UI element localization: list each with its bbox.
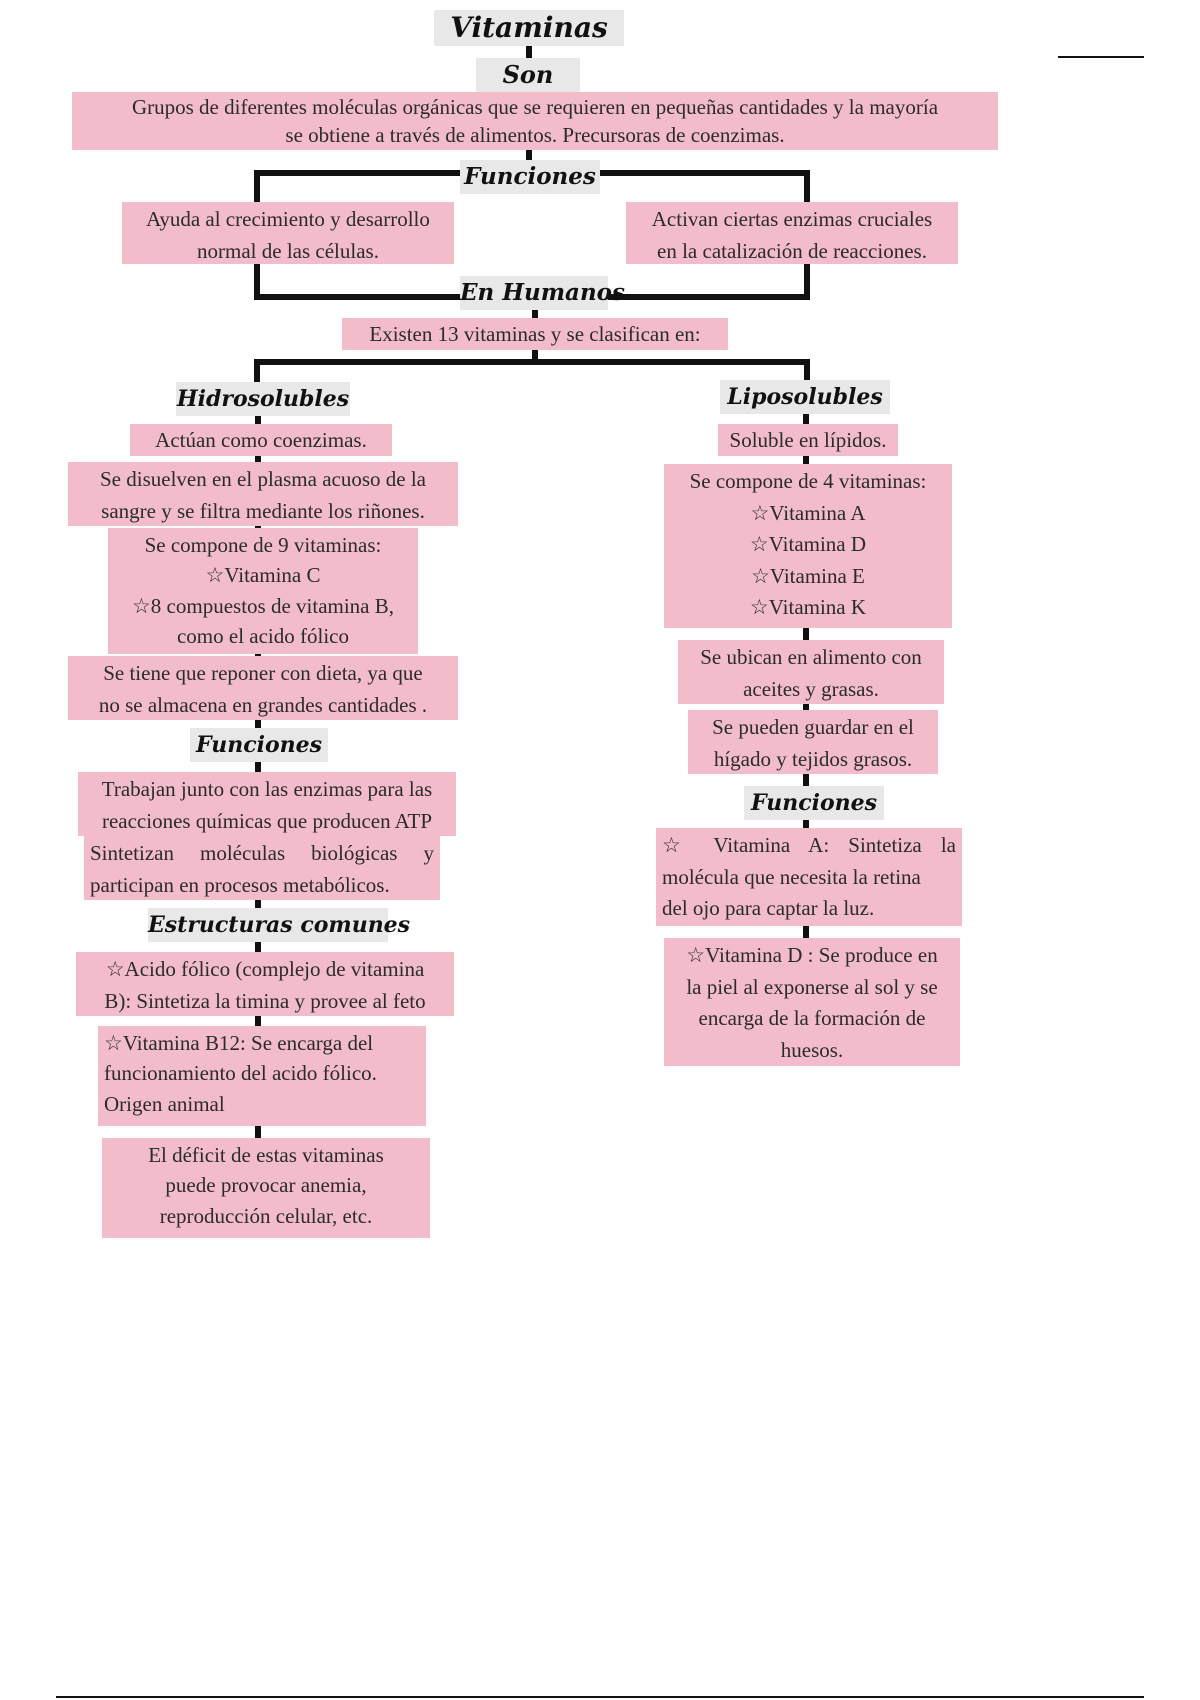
vitamina-d-funcion-line-2: la piel al exponerse al sol y se [686,974,938,999]
hidro-funcion-atp-line-1: Trabajan junto con las enzimas para las [101,777,433,801]
vitamina-a-funcion-line-3: del ojo para captar la luz. [662,896,875,920]
page-title: Vitaminas [434,10,624,46]
funciones-left-line-2: normal de las células. [197,238,379,263]
funciones-right-box [626,202,958,264]
hidro-composicion-box [108,528,418,654]
son-definition-line-2: se obtiene a través de alimentos. Precursoras de coenzimas. [285,123,785,148]
deficit-line-2: puede provocar anemia, [165,1173,367,1198]
lipo-composicion-line-4: ☆Vitamina E [751,563,865,588]
vitamina-a-funcion-line-2: molécula que necesita la retina [662,864,921,889]
hidro-funcion-sintetizan-box [84,836,440,900]
humanos-label: En Humanos [460,276,608,310]
hidro-reponer-line-1: Se tiene que reponer con dieta, ya que [103,661,423,685]
bracket-left-split [254,359,260,383]
lipo-composicion-line-1: Se compone de 4 vitaminas: [689,469,927,493]
lipo-alimento-box [678,640,944,704]
acido-folico-box [76,952,454,1016]
hidro-composicion-line-2: ☆Vitamina C [205,563,321,588]
hidro-composicion-line-3: ☆8 compuestos de vitamina B, [131,593,395,618]
lipo-guardar-line-2: hígado y tejidos grasos. [713,746,913,771]
acido-folico-line-2: B): Sintetiza la timina y provee al feto [104,988,426,1013]
deficit-line-3: reproducción celular, etc. [159,1203,373,1228]
hidro-plasma-box [68,462,458,526]
hidro-funciones-label: Funciones [190,728,328,762]
hidrosolubles-label: Hidrosolubles [176,382,350,416]
hidro-composicion-line-4: como el acido fólico [176,624,350,649]
vitamina-b12-line-1: ☆Vitamina B12: Se encarga del [104,1031,374,1055]
lipo-guardar-line-1: Se pueden guardar en el [712,715,914,739]
vitamina-b12-box [98,1026,426,1126]
hidro-funcion-sintetizan-line-2: participan en procesos metabólicos. [90,872,390,897]
hidro-coenzimas-box: Actúan como coenzimas. [130,424,392,456]
deficit-line-1: El déficit de estas vitaminas [148,1143,384,1167]
hidro-plasma-line-1: Se disuelven en el plasma acuoso de la [100,467,426,491]
vitamina-b12-line-3: Origen animal [104,1091,225,1116]
lipo-composicion-line-2: ☆Vitamina A [750,500,866,525]
vitamina-d-funcion-line-3: encarga de la formación de [698,1006,926,1030]
lipo-alimento-line-2: aceites y grasas. [743,676,879,701]
corner-mark-line [1058,56,1144,58]
lipo-alimento-line-1: Se ubican en alimento con [700,645,922,669]
acido-folico-line-1: ☆Acido fólico (complejo de vitamina [105,957,425,981]
vitamina-d-funcion-box [664,938,960,1066]
vitamina-b12-line-2: funcionamiento del acido fólico. [104,1061,377,1086]
lipo-guardar-box [688,710,938,774]
son-definition-box [72,92,998,150]
hidro-funcion-atp-box [78,772,456,836]
hidro-reponer-box [68,656,458,720]
lipo-soluble-box: Soluble en lípidos. [718,424,898,456]
deficit-box [102,1138,430,1238]
hidro-reponer-line-2: no se almacena en grandes cantidades . [98,692,428,717]
vitamina-d-funcion-line-4: huesos. [780,1037,844,1062]
bracket-top-split [254,359,810,365]
son-label: Son [476,58,580,92]
lipo-composicion-box [664,464,952,628]
hidro-plasma-line-2: sangre y se filtra mediante los riñones. [101,498,425,523]
hidro-funcion-sintetizan-line-1: Sintetizan moléculas biológicas y [90,841,434,865]
son-definition-line-1: Grupos de diferentes moléculas orgánicas que se requieren en pequeñas cantidades y la mayoría [131,95,939,119]
funciones-right-line-1: Activan ciertas enzimas cruciales [651,207,933,231]
vitamina-a-funcion-line-1: ☆ Vitamina A: Sintetiza la [662,833,956,857]
bottom-rule-line [56,1696,1144,1698]
humanos-text-box: Existen 13 vitaminas y se clasifican en: [342,318,728,350]
hidro-composicion-line-1: Se compone de 9 vitaminas: [144,533,382,557]
funciones-top-label: Funciones [460,160,600,194]
lipo-funciones-label: Funciones [744,786,884,820]
vitamina-d-funcion-line-1: ☆Vitamina D : Se produce en [686,943,938,967]
vitamina-a-funcion-box [656,828,962,926]
lipo-composicion-line-3: ☆Vitamina D [749,532,867,556]
liposolubles-label: Liposolubles [720,380,890,414]
estructuras-comunes-label: Estructuras comunes [148,908,388,942]
funciones-left-line-1: Ayuda al crecimiento y desarrollo [146,207,430,231]
hidro-funcion-atp-line-2: reacciones químicas que producen ATP [101,808,433,833]
funciones-right-line-2: en la catalización de reacciones. [657,238,927,263]
funciones-left-box [122,202,454,264]
lipo-composicion-line-5: ☆Vitamina K [749,595,867,619]
